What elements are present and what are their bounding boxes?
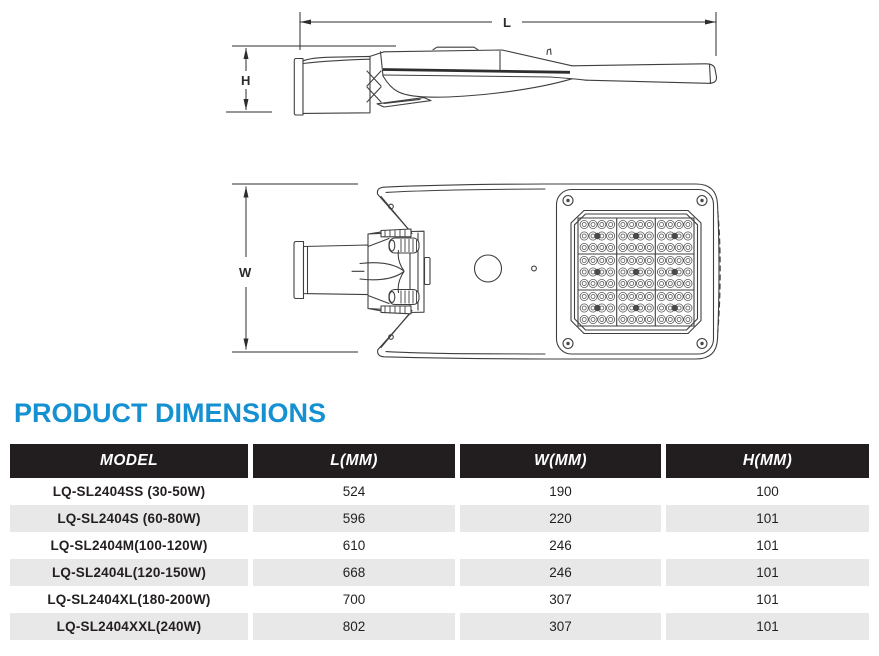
h-cell: 100 [666,478,869,505]
w-cell: 246 [460,532,661,559]
pole-mount-cup-side [294,59,303,116]
model-cell: LQ-SL2404XXL(240W) [10,613,248,640]
length-label: L [503,15,511,30]
product-dimensions-table [10,444,869,640]
column-header-model: MODEL [10,444,248,478]
h-cell: 101 [666,613,869,640]
w-cell: 307 [460,586,661,613]
height-label: H [241,73,251,88]
l-cell: 668 [253,559,455,586]
w-cell: 190 [460,478,661,505]
model-cell: LQ-SL2404M(100-120W) [10,532,248,559]
column-header-h: H(MM) [666,444,869,478]
l-cell: 610 [253,532,455,559]
model-cell: LQ-SL2404S (60-80W) [10,505,248,532]
model-cell: LQ-SL2404L(120-150W) [10,559,248,586]
h-cell: 101 [666,532,869,559]
mounting-bracket [352,229,430,314]
h-cell: 101 [666,586,869,613]
led-module-grid [578,218,694,326]
l-cell: 596 [253,505,455,532]
led-panel [557,190,714,355]
side-view [226,12,717,115]
l-cell: 700 [253,586,455,613]
l-cell: 524 [253,478,455,505]
l-cell: 802 [253,613,455,640]
h-cell: 101 [666,505,869,532]
width-label: W [239,265,252,280]
model-cell: LQ-SL2404SS (30-50W) [10,478,248,505]
column-header-w: W(MM) [460,444,661,478]
model-cell: LQ-SL2404XL(180-200W) [10,586,248,613]
l-dimension [300,12,716,56]
h-cell: 101 [666,559,869,586]
column-header-l: L(MM) [253,444,455,478]
lamp-side-profile [294,47,716,115]
top-view [232,184,720,359]
pole-spigot [294,242,368,299]
w-cell: 307 [460,613,661,640]
section-title: PRODUCT DIMENSIONS [14,398,327,428]
w-cell: 246 [460,559,661,586]
w-cell: 220 [460,505,661,532]
